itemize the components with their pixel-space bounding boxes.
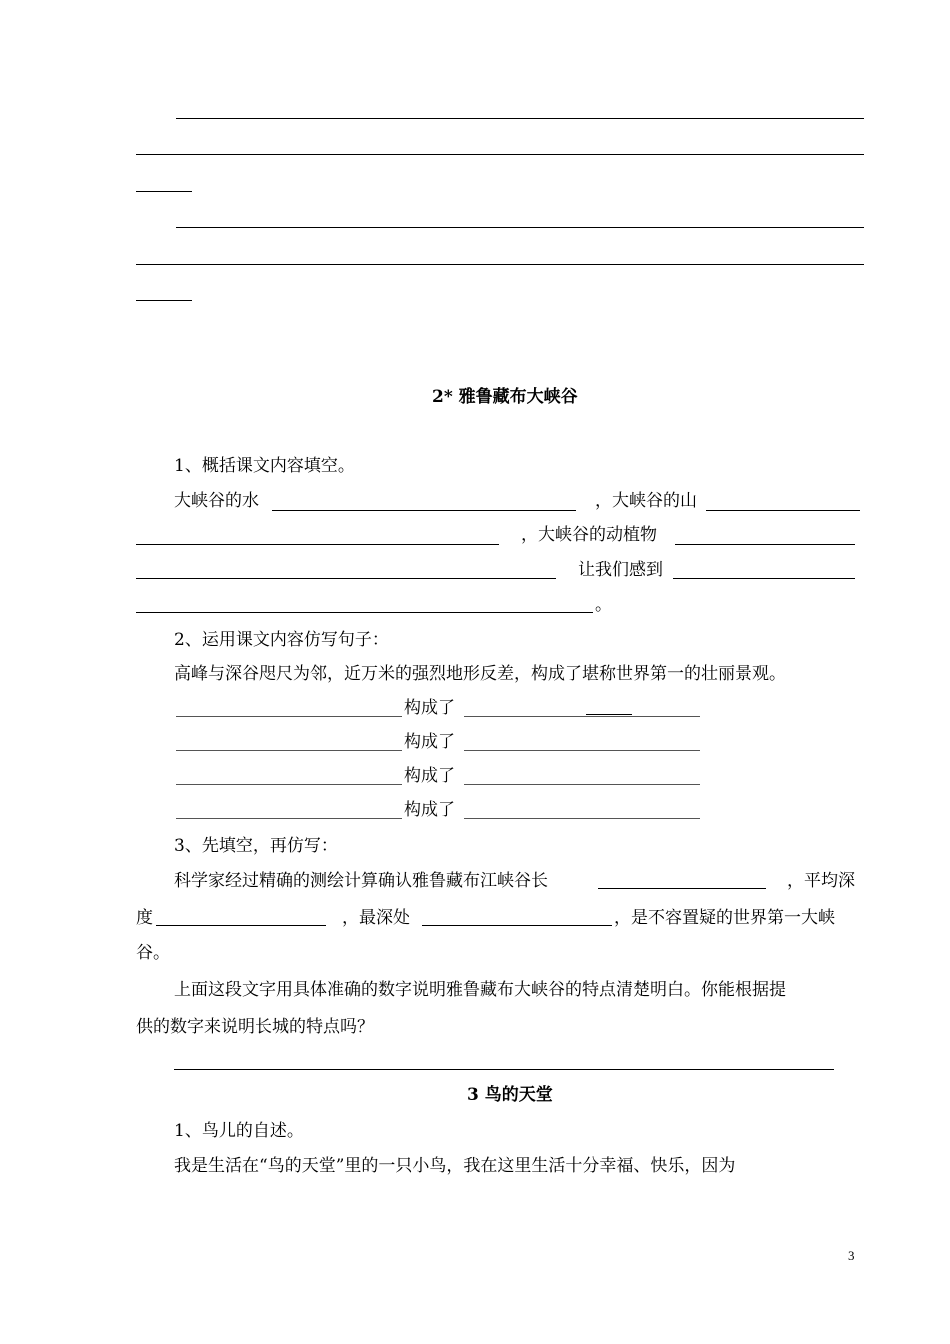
question-heading: 1、鸟儿的自述。 — [174, 1121, 304, 1141]
fill-text: 度 — [136, 908, 153, 928]
fill-text: 大峡谷的水 — [174, 491, 259, 511]
fill-text: ，最深处 — [342, 908, 410, 928]
question-heading: 3、先填空，再仿写： — [174, 836, 338, 856]
answer-blank[interactable] — [675, 544, 855, 545]
answer-line[interactable] — [136, 154, 864, 155]
answer-blank[interactable] — [136, 544, 499, 545]
answer-blank[interactable] — [422, 925, 612, 926]
question-heading: 2、运用课文内容仿写句子： — [174, 630, 389, 650]
answer-line[interactable] — [176, 227, 864, 228]
answer-line[interactable] — [136, 300, 192, 301]
answer-blank[interactable] — [176, 750, 402, 751]
fill-text: 谷。 — [136, 943, 170, 963]
paragraph-text: 我是生活在“鸟的天堂”里的一只小鸟，我在这里生活十分幸福、快乐，因为 — [174, 1156, 736, 1176]
connector-text: 构成了 — [404, 766, 455, 786]
fill-text: ，大峡谷的山 — [595, 491, 697, 511]
answer-line[interactable] — [174, 1069, 834, 1070]
connector-text: 构成了 — [404, 800, 455, 820]
answer-blank[interactable] — [586, 714, 632, 715]
connector-text: 构成了 — [404, 732, 455, 752]
fill-text: 让我们感到 — [578, 560, 663, 580]
paragraph-text: 供的数字来说明长城的特点吗？ — [136, 1017, 374, 1037]
answer-blank[interactable] — [598, 888, 766, 889]
answer-blank[interactable] — [464, 784, 700, 785]
answer-line[interactable] — [136, 191, 192, 192]
answer-blank[interactable] — [464, 818, 700, 819]
answer-blank[interactable] — [176, 818, 402, 819]
fill-text: 科学家经过精确的测绘计算确认雅鲁藏布江峡谷长 — [174, 871, 548, 891]
fill-text: ，是不容置疑的世界第一大峡 — [614, 908, 835, 928]
page-number: 3 — [848, 1248, 855, 1263]
answer-blank[interactable] — [272, 510, 576, 511]
answer-blank[interactable] — [156, 925, 326, 926]
answer-blank[interactable] — [176, 716, 402, 717]
fill-text: ，大峡谷的动植物 — [521, 525, 657, 545]
example-sentence: 高峰与深谷咫尺为邻，近万米的强烈地形反差，构成了堪称世界第一的壮丽景观。 — [174, 664, 786, 684]
answer-blank[interactable] — [136, 578, 556, 579]
section-title: 3 鸟的天堂 — [467, 1085, 553, 1105]
answer-blank[interactable] — [464, 716, 700, 717]
question-heading: 1、概括课文内容填空。 — [174, 456, 355, 476]
connector-text: 构成了 — [404, 698, 455, 718]
answer-blank[interactable] — [136, 612, 593, 613]
section-title: 2* 雅鲁藏布大峡谷 — [432, 387, 578, 407]
answer-blank[interactable] — [464, 750, 700, 751]
answer-blank[interactable] — [673, 578, 855, 579]
answer-line[interactable] — [176, 118, 864, 119]
answer-line[interactable] — [136, 264, 864, 265]
fill-text: ，平均深 — [787, 871, 855, 891]
paragraph-text: 上面这段文字用具体准确的数字说明雅鲁藏布大峡谷的特点清楚明白。你能根据提 — [174, 980, 786, 1000]
answer-blank[interactable] — [706, 510, 860, 511]
answer-blank[interactable] — [176, 784, 402, 785]
fill-text: 。 — [595, 595, 612, 615]
